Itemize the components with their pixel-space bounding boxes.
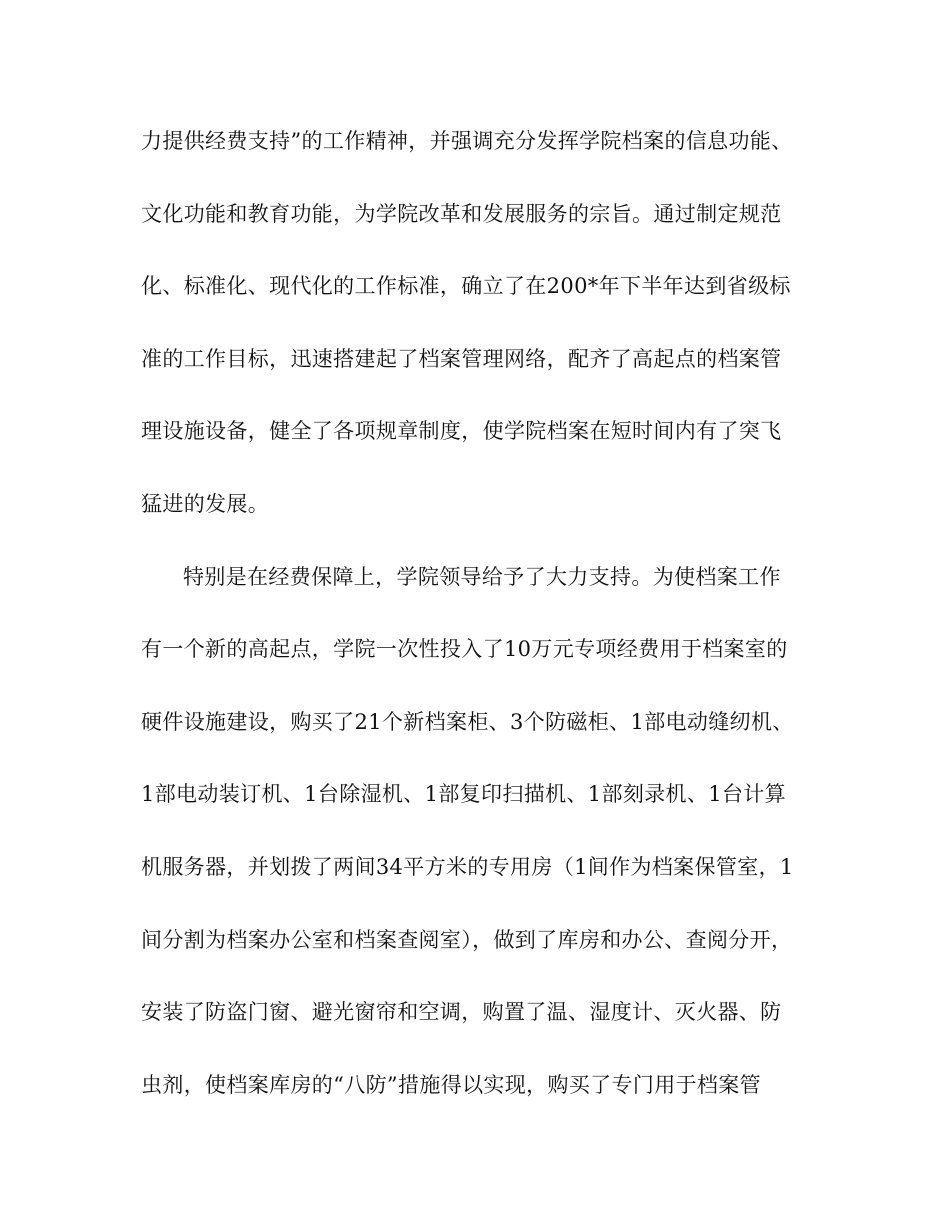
text-line: 虫剂，使档案库房的“八防”措施得以实现，购买了专门用于档案管 (141, 1072, 761, 1097)
text-line: 力提供经费支持”的工作精神，并强调充分发挥学院档案的信息功能、 (141, 129, 793, 153)
text-line: 机服务器，并划拨了两间34平方米的专用房（1间作为档案保管室，1 (141, 854, 794, 879)
text-line: 理设施设备，健全了各项规章制度，使学院档案在短时间内有了突飞 (141, 419, 782, 444)
text-line: 化、标准化、现代化的工作标准，确立了在200*年下半年达到省级标 (141, 274, 791, 299)
text-line: 有一个新的高起点，学院一次性投入了10万元专项经费用于档案室的 (141, 637, 788, 662)
text-line: 1部电动装订机、1台除湿机、1部复印扫描机、1部刻录机、1台计算 (141, 782, 787, 807)
body-text (141, 121, 811, 1137)
text-line: 文化功能和教育功能，为学院改革和发展服务的宗旨。通过制定规范 (141, 201, 782, 226)
text-line: 安装了防盗门窗、避光窗帘和空调，购置了温、湿度计、灭火器、防 (141, 1000, 782, 1025)
text-line: 猛进的发展。 (141, 491, 270, 516)
paragraph-first-line: 特别是在经费保障上，学院领导给予了大力支持。为使档案工作 (183, 564, 781, 589)
text-line: 硬件设施建设，购买了21个新档案柜、3个防磁柜、1部电动缝纫机、 (141, 709, 794, 734)
text-line: 准的工作目标，迅速搭建起了档案管理网络，配齐了高起点的档案管 (141, 346, 782, 371)
text-line: 间分割为档案办公室和档案查阅室），做到了库房和办公、查阅分开， (141, 927, 793, 952)
